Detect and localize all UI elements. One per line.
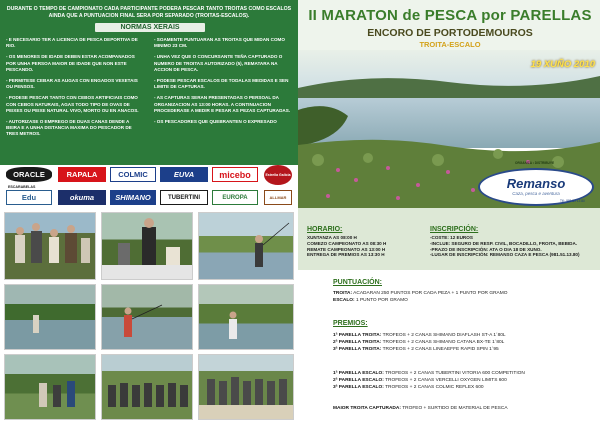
sponsor-logo: EUROPA [212,190,258,205]
inscripcion-list [430,235,598,258]
rule-item: - AS CAPTURAS SERAN PRESENTADAS O PERSOAL DA ORGANIZACION AS 13:00 HORAS. A CONTINUACION PROCEDERASE A MEDIR E PESAR AS PEZAS CAPTURADAS. [154,95,291,113]
puntuacion-row: TROITA: ACADARAN 250 PUNTOS POR CADA PEZA + 1 PUNTO POR GRAMO [333,291,508,296]
horario-title: HORARIO: [307,226,343,233]
sponsor-logo: TUBERTINI [160,190,208,205]
intro-text: DURANTE O TEMPO DE CAMPIONATO CADA PARTICIPANTE PODERA PESCAR TANTO TROITAS COMO ESCALOS AINDA QUE A PUNTUACION FINAL SERA POR SEPARADO (TROITAS-ESCALOS). [6,6,292,19]
inscripcion-item: -COSTE: 12 EUROS [430,235,473,240]
remanso-name: Remanso [506,176,566,191]
rule-item: - OS PESCADORES QUE QUEBRANTEN O EXPRESADO [154,119,277,125]
premios-escalo-list [333,370,595,391]
event-date: 19 XUÑO 2010 [530,59,595,70]
event-photo [101,212,193,280]
premios-troita-list [333,332,595,353]
organizer-label: ORGANIZA • DISTRIBUYE [515,161,555,165]
puntuacion-title: PUNTUACIÓN: [333,279,382,286]
sponsor-logo: micebo [212,167,258,182]
rules-title: NORMAS XERAIS [95,23,205,32]
poster-subtitle: ENCORO DE PORTODEMOUROS [367,27,533,39]
rule-item: - OS MENORES DE IDADE DEBEN ESTAR ACOMPANADOS POR UNHA PERSOA MAIOR DE IDADE QUE NON ESTE PESCANDO. [6,54,135,72]
event-photo [198,354,294,420]
poster-title: II MARATON de PESCA por PARELLAS [308,7,592,24]
inscripcion-item: -PRAZO DE INSCRIPCIÓN: ATA O DIA 18 DE XUNO. [430,246,542,252]
rule-item: - PERMITESE CEBAR AS AUGAS CON ENGADOS VEXETAIS OU PENSOS. [6,78,138,90]
sponsor-logo: okuma [58,190,106,205]
poster-venue: TROITA-ESCALO [419,40,481,49]
rule-item: - PODESE PESCAR ESCALOS DE TODALAS MEDIDAS E SEN LIMITE DE CAPTURAS. [154,78,289,90]
horario-list [307,235,437,258]
puntuacion-list [333,290,593,304]
horario-item: ENTREGA DE PREMIOS AS 13:30 H [307,252,385,258]
sponsor-logos [0,165,298,208]
remanso-tagline: Caza, pesca e aventura [512,191,560,196]
event-photo [4,212,96,280]
event-photo [101,284,193,350]
maior-troita-prize: MAIOR TROITA CAPTURADA: TROFEO + SURTIDO DE MATERIAL DE PESCA [333,406,508,411]
puntuacion-row: ESCALO: 1 PUNTO POR GRAMO [333,298,408,303]
rule-item: - E NECESARIO TER A LICENCIA DE PESCA DEPORTIVA DE RIO. [6,37,138,49]
sponsor-logo: Estrella Galicia [264,165,292,185]
sponsor-logo: EUVA [160,167,208,182]
event-photo [198,284,294,350]
sponsor-logo: Edu [6,190,52,205]
inscripcion-item: -LUGAR DE INSCRIPCIÓN: REMANSO CAZA E PESCA (981.51.13.80) [430,252,580,258]
rules-left-column [6,37,140,143]
sponsor-logo: RAPALA [58,167,106,182]
sponsor-logo: COLMIC [110,167,156,182]
rule-item: - AUTORIZASE O EMPREGO DE DUAS CANAS DENDE A BEIRA E A UNHA DISTANCIA MAXIMA DO PESCADOR DE TRES METROS. [6,119,132,137]
rule-item: - SOAMENTE PUNTUARAN AS TROITAS QUE MIDAN COMO MINIMO 23 CM. [154,37,285,49]
sponsor-logo: ORACLE [6,167,52,182]
inscripcion-item: -INCLUE: SEGURO DE RESP. CIVIL, BOCADILLO, FROITA, BEBIDA. [430,240,578,246]
remanso-phone: Tlf.: 981 51 13 80 [560,199,585,203]
premios-title: PREMIOS: [333,320,368,327]
premio-row: 1ª PARELLA ESCALO: TROFEOS + 2 CANAS TUBERTINI VITORIA 600 COMPETITION [333,371,525,376]
premio-row: 3ª PARELLA ESCALO: TROFEOS + 2 CANAS COLMIC REFLEX 600 [333,385,484,390]
event-photo [101,354,193,420]
inscripcion-title: INSCRIPCIÓN: [430,226,479,233]
event-photo [4,284,96,350]
horario-item: COMEZO CAMPEONATO AS 08:30 H [307,240,387,246]
rule-item: - UNHA VEZ QUE O CONCURSANTE TEÑA CAPTURADO O NUMERO DE TROITAS AUTORIZADO (5), REMATARA NA ACCION DE PESCA. [154,54,283,72]
event-photo [198,212,294,280]
rule-item: - PODESE PESCAR TANTO CON CEBOS ARTIFICIAIS COMO CON CEBOS NATURAIS, AGAS TODO TIPO DE OVAS DE PEIXES OU PEIXE NATURAL VIVO, MORTO OU EN ANACOS. [6,95,139,113]
premio-row: 1ª PARELLA TROITA: TROFEOS + 2 CANAS SHIMANO DIAFLASH ST-A 1´80L [333,333,506,338]
rules-right-column [154,37,292,130]
horario-item: XUNTANZA AS 08:00 H [307,235,357,240]
premio-row: 2ª PARELLA TROITA: TROFEOS + 2 CANAS SHIMANO CATANA BX-TE 1´80L [333,340,505,345]
premio-row: 3ª PARELLA TROITA: TROFEOS + 2 CANAS LINEAEFFE RAPID SPIN 1´95 [333,347,499,352]
sponsor-logo: SHIMANO [110,190,156,205]
premio-row: 2ª PARELLA ESCALO: TROFEOS + 2 CANAS VERCELLI OXYGEN LIMITS 600 [333,378,507,383]
horario-item: REMATE CAMPEONATO AS 13:00 H [307,246,386,252]
sponsor-logo: ALLMAR [264,190,292,205]
event-photo [4,354,96,420]
sponsor-caption: ESCARABELAS [8,185,36,189]
